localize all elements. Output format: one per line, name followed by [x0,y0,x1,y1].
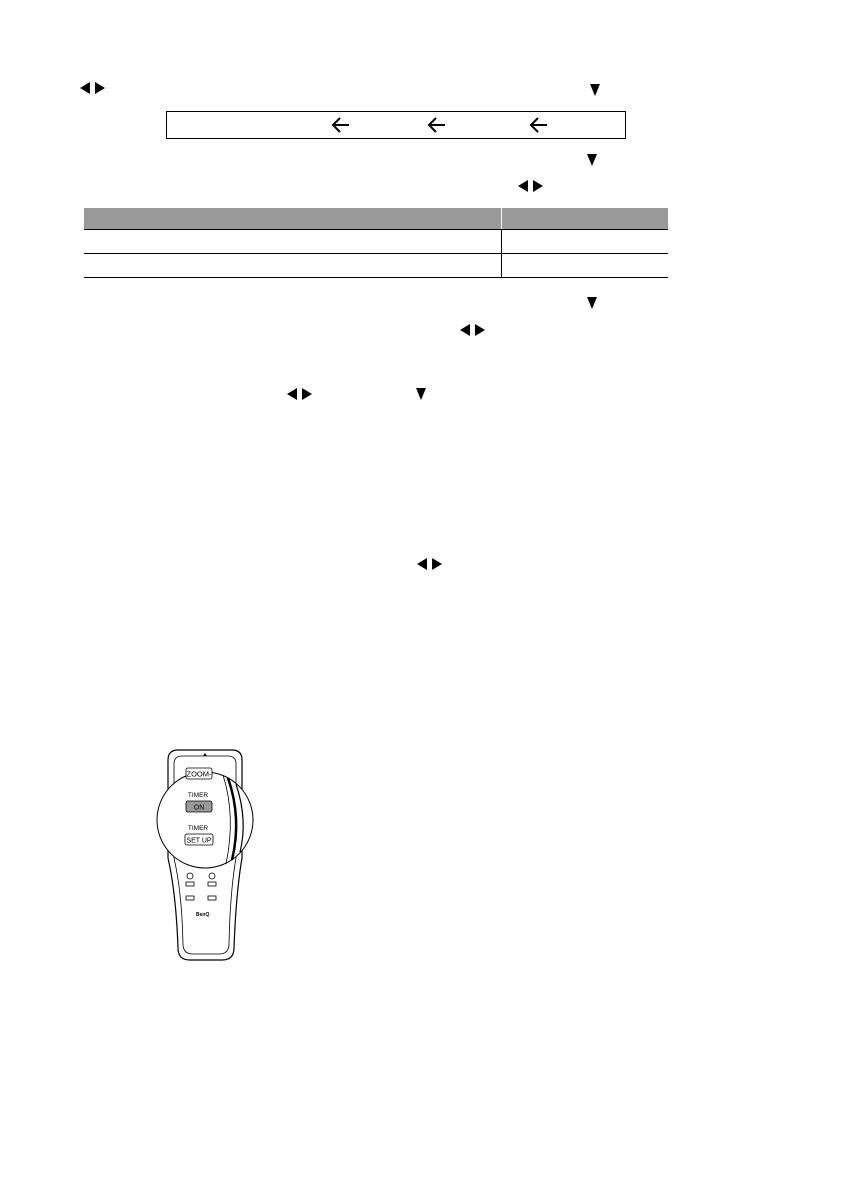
brand-logo: BenQ [196,912,210,918]
triangle-down-icon [587,297,597,309]
table-row [84,230,668,254]
left-right-buttons-2 [518,180,543,192]
settings-table [84,208,668,278]
table-header-row [84,208,668,230]
table-row [84,254,668,278]
triangle-left-icon [518,180,528,192]
triangle-down-icon [590,84,600,96]
table-header-cell [501,208,668,230]
triangle-left-icon [80,82,90,94]
triangle-right-icon [533,180,543,192]
left-right-buttons-1 [80,82,105,94]
timer-on-label: ON [193,804,205,812]
left-right-buttons-3 [460,324,485,336]
table-cell [501,230,668,254]
timer-label: TIMER [187,825,209,832]
triangle-down-icon [587,154,597,166]
triangle-left-icon [417,558,427,570]
arrow-left-icon [427,115,447,135]
table-cell [501,254,668,278]
sequence-box [166,111,626,139]
magnifier [157,769,253,868]
triangle-right-icon [302,388,312,400]
table-header-cell [84,208,501,230]
timer-setup-label: SET UP [186,837,212,845]
triangle-right-icon [95,82,105,94]
arrow-left-icon [331,115,351,135]
triangle-right-icon [475,324,485,336]
timer-label: TIMER [187,792,209,799]
left-right-buttons-4 [287,388,312,400]
triangle-left-icon [287,388,297,400]
zoom-minus-label: ZOOM- [186,769,212,779]
table-cell [84,254,501,278]
triangle-left-icon [460,324,470,336]
table-cell [84,230,501,254]
remote-control-illustration [150,748,260,963]
left-right-buttons-5 [417,558,442,570]
triangle-down-icon [416,388,426,400]
arrow-left-icon [529,115,549,135]
triangle-right-icon [432,558,442,570]
